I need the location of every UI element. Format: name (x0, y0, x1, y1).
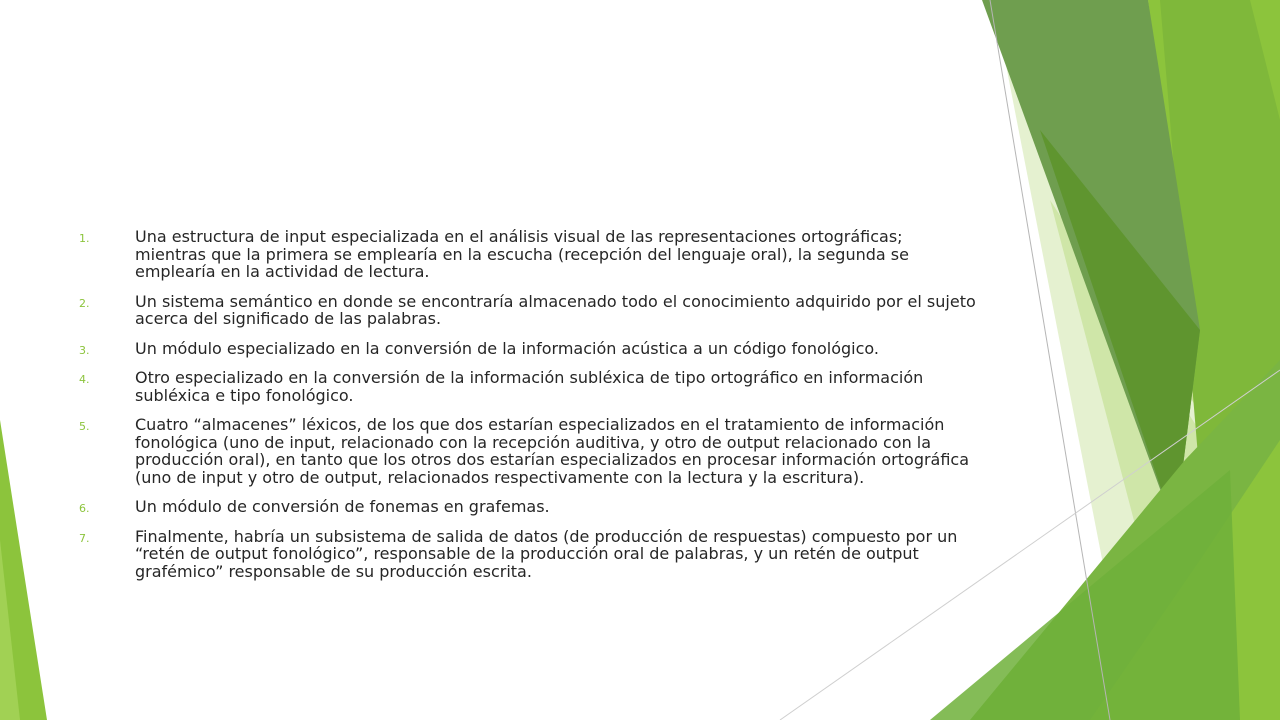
list-item-text: Finalmente, habría un subsistema de salida de datos (de producción de respuestas) compuesto por un “retén de output fonológico”, responsable de la producción oral de palabras, y un retén de output grafémico” responsable de su producción escrita. (135, 526, 958, 581)
list-item-text: Un módulo de conversión de fonemas en grafemas. (135, 497, 550, 516)
list-item (78, 293, 978, 328)
list-item (78, 416, 978, 486)
list-number: 1. (79, 232, 90, 245)
list-item-text: Una estructura de input especializada en el análisis visual de las representaciones ortográficas; mientras que la primera se emplearía en la escucha (recepción del lenguaje oral), la segunda se emplearía en la actividad de lectura. (135, 227, 909, 281)
list-number: 6. (79, 502, 90, 515)
list-number: 3. (79, 343, 90, 357)
list-item (78, 498, 978, 516)
list-item-text: Otro especializado en la conversión de la información subléxica de tipo ortográfico en información subléxica e tipo fonológico. (135, 368, 924, 405)
list-item (78, 228, 978, 281)
list-item-text: Cuatro “almacenes” léxicos, de los que dos estarían especializados en el tratamiento de información fonológica (uno de input, relacionado con la recepción auditiva, y otro de output relacionado con la producción oral), en tanto que los otros dos estarían especializados en procesar información ortográfica (uno de input y otro de output, relacionados respectivamente con la lectura y la escritura). (135, 415, 970, 487)
numbered-list (78, 228, 978, 592)
list-item (78, 340, 978, 358)
list-number: 7. (79, 531, 90, 545)
list-number: 2. (79, 296, 90, 310)
list-number: 5. (79, 420, 90, 433)
list-item (78, 369, 978, 404)
list-item-text: Un módulo especializado en la conversión de la información acústica a un código fonológico. (135, 338, 880, 358)
list-item (78, 528, 978, 581)
list-number: 4. (79, 373, 90, 386)
list-item-text: Un sistema semántico en donde se encontraría almacenado todo el conocimiento adquirido por el sujeto acerca del significado de las palabras. (135, 291, 976, 328)
